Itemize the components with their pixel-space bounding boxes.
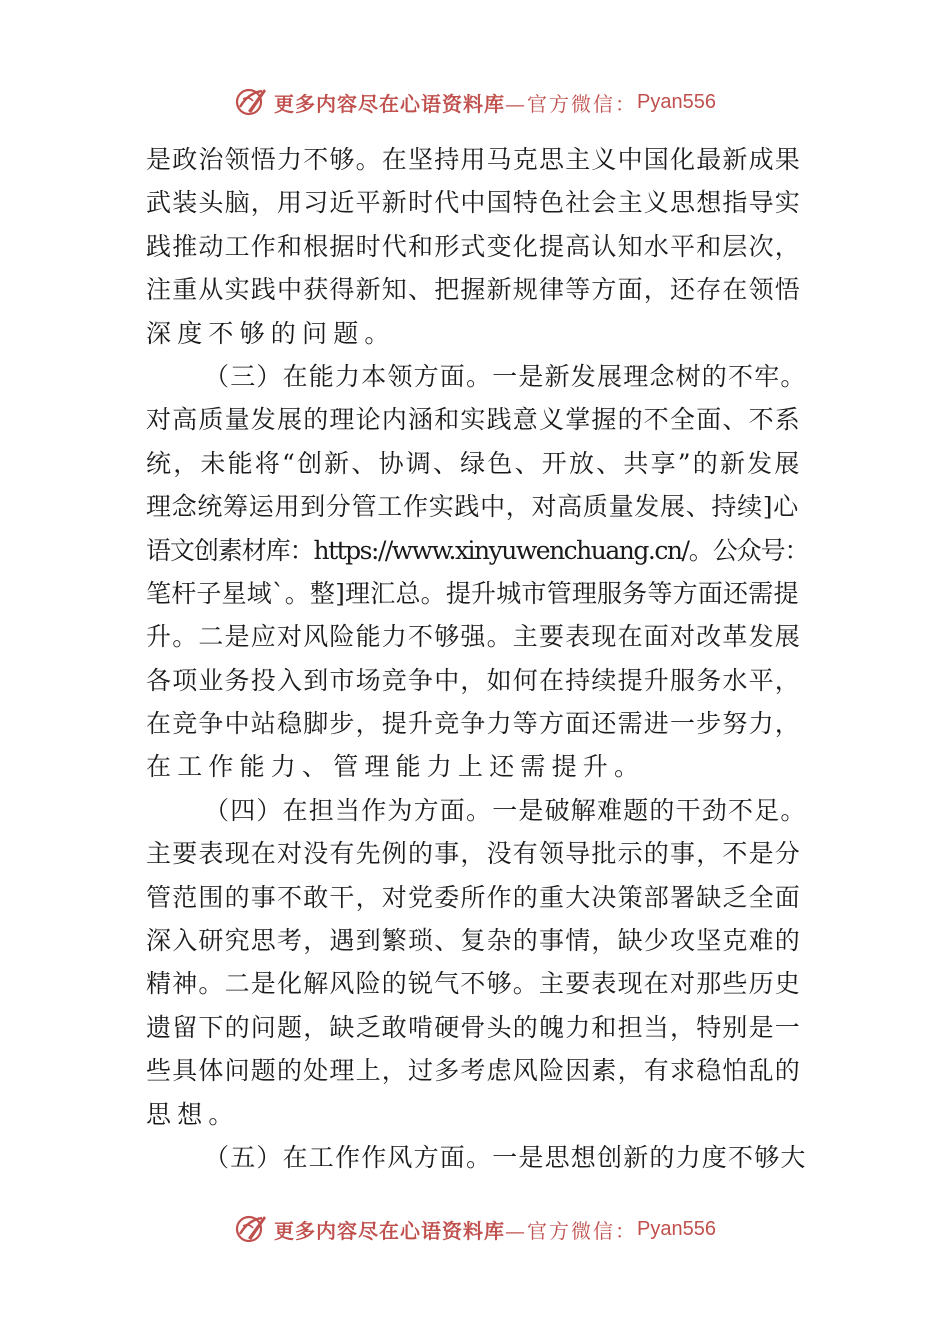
section-heading-line: （三）在能力本领方面。一是新发展理念树的不牢。	[204, 361, 807, 391]
banner-official: —官方微信：	[505, 1218, 638, 1243]
section-heading-line: （四）在担当作为方面。一是破解难题的干劲不足。	[204, 795, 807, 825]
text-line: 理念统筹运用到分管工作实践中，对高质量发展、持续]心	[146, 492, 799, 522]
text-line: 统，未能将“创新、协调、绿色、开放、共享”的新发展	[146, 448, 802, 478]
text-line: 升。二是应对风险能力不够强。主要表现在面对改革发展	[146, 622, 802, 652]
pen-logo-icon	[234, 85, 268, 119]
header-banner	[0, 82, 950, 122]
text-line: 深入研究思考，遇到繁琐、复杂的事情，缺少攻坚克难的	[146, 926, 802, 956]
text-line-url: 语文创素材库：https://www.xinyuwenchuang.cn/。公众号：	[146, 535, 808, 565]
banner-brand: 更多内容尽在心语资料库	[274, 1218, 506, 1243]
text-line: 是政治领悟力不够。在坚持用马克思主义中国化最新成果	[146, 145, 802, 174]
banner-brand: 更多内容尽在心语资料库	[274, 91, 506, 116]
text-line: 武装头脑，用习近平新时代中国特色社会主义思想指导实	[146, 188, 802, 218]
banner-official: —官方微信：	[505, 91, 638, 116]
text-line: 各项业务投入到市场竞争中，如何在持续提升服务水平，	[146, 665, 802, 695]
banner-wechat-id: Pyan556	[637, 90, 716, 113]
text-line: 在工作能力、管理能力上还需提升。	[146, 752, 646, 782]
text-line: 主要表现在对没有先例的事，没有领导批示的事，不是分	[146, 839, 802, 869]
text-line: 在竞争中站稳脚步，提升竞争力等方面还需进一步努力，	[146, 709, 802, 739]
text-line: 管范围的事不敢干，对党委所作的重大决策部署缺乏全面	[146, 882, 802, 912]
text-line: 注重从实践中获得新知、把握新规律等方面，还存在领悟	[146, 275, 802, 305]
text-line: 笔杆子星域`。整]理汇总。提升城市管理服务等方面还需提	[146, 578, 799, 608]
text-line: 精神。二是化解风险的锐气不够。主要表现在对那些历史	[146, 969, 802, 999]
text-line: 些具体问题的处理上，过多考虑风险因素，有求稳怕乱的	[146, 1056, 802, 1086]
text-line: 遗留下的问题，缺乏敢啃硬骨头的魄力和担当，特别是一	[146, 1012, 802, 1042]
document-body	[146, 138, 808, 1179]
text-line: 深度不够的问题。	[146, 318, 396, 348]
section-heading-line: （五）在工作作风方面。一是思想创新的力度不够大	[204, 1142, 807, 1172]
footer-banner	[0, 1209, 950, 1249]
pen-logo-icon	[234, 1212, 268, 1246]
text-line: 对高质量发展的理论内涵和实践意义掌握的不全面、不系	[146, 405, 802, 435]
text-line: 思想。	[146, 1099, 240, 1129]
banner-wechat-id: Pyan556	[637, 1217, 716, 1240]
text-line: 践推动工作和根据时代和形式变化提高认知水平和层次，	[146, 231, 802, 261]
